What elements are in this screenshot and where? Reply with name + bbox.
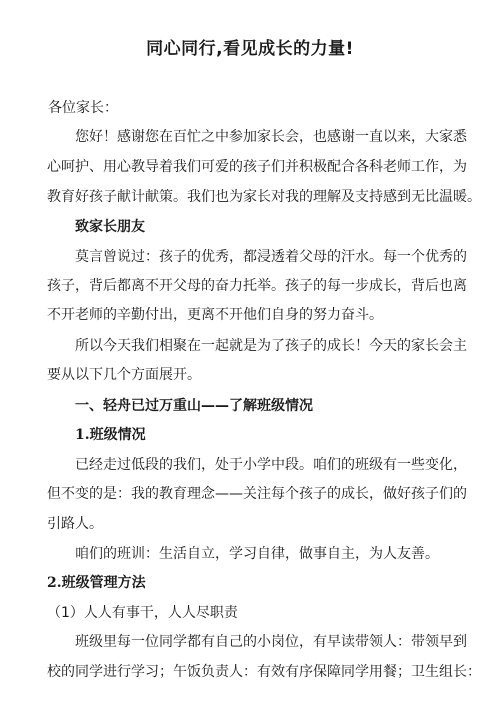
- gather-line-1: 所以今天我们相聚在一起就是为了孩子的成长！今天的家长会主: [75, 338, 467, 354]
- duty-line-1: 班级里每一位同学都有自己的小岗位，有早读带领人：带领早到: [75, 634, 467, 650]
- intro-line-2: 心呵护、用心教导着我们可爱的孩子们并积极配合各科老师工作，为: [47, 159, 467, 175]
- page-title: 同心同行,看见成长的力量!: [146, 39, 354, 59]
- class-motto: 咱们的班训：生活自立，学习自律，做事自主，为人友善。: [75, 546, 439, 562]
- quote-line-2: 孩子，背后都离不开父母的奋力托举。孩子的每一步成长，背后也离: [47, 278, 467, 294]
- intro-line-3: 教育好孩子献计献策。我们也为家长对我的理解及支持感到无比温暖。: [47, 189, 481, 205]
- sub1-heading: 1.班级情况: [75, 427, 146, 443]
- intro-line-1: 您好！感谢您在百忙之中参加家长会，也感谢一直以来，大家悉: [75, 129, 467, 145]
- gather-line-2: 要从以下几个方面展开。: [47, 367, 201, 383]
- quote-line-1: 莫言曾说过：孩子的优秀，都浸透着父母的汗水。每一个优秀的: [75, 249, 467, 265]
- quote-line-3: 不开老师的辛勤付出，更离不开他们自身的努力奋斗。: [47, 307, 383, 323]
- class-line-3: 引路人。: [47, 516, 103, 532]
- item1-heading: （1）人人有事干，人人尽职责: [47, 605, 238, 621]
- class-line-2: 但不变的是：我的教育理念——关注每个孩子的成长，做好孩子们的: [47, 486, 467, 502]
- friends-heading: 致家长朋友: [75, 219, 145, 235]
- greeting: 各位家长：: [48, 100, 118, 116]
- duty-line-2: 校的同学进行学习；午饭负责人：有效有序保障同学用餐；卫生组长：: [47, 664, 481, 680]
- part1-heading: 一、轻舟已过万重山——了解班级情况: [75, 398, 313, 414]
- sub2-heading: 2.班级管理方法: [47, 575, 146, 591]
- class-line-1: 已经走过低段的我们，处于小学中段。咱们的班级有一些变化，: [75, 457, 467, 473]
